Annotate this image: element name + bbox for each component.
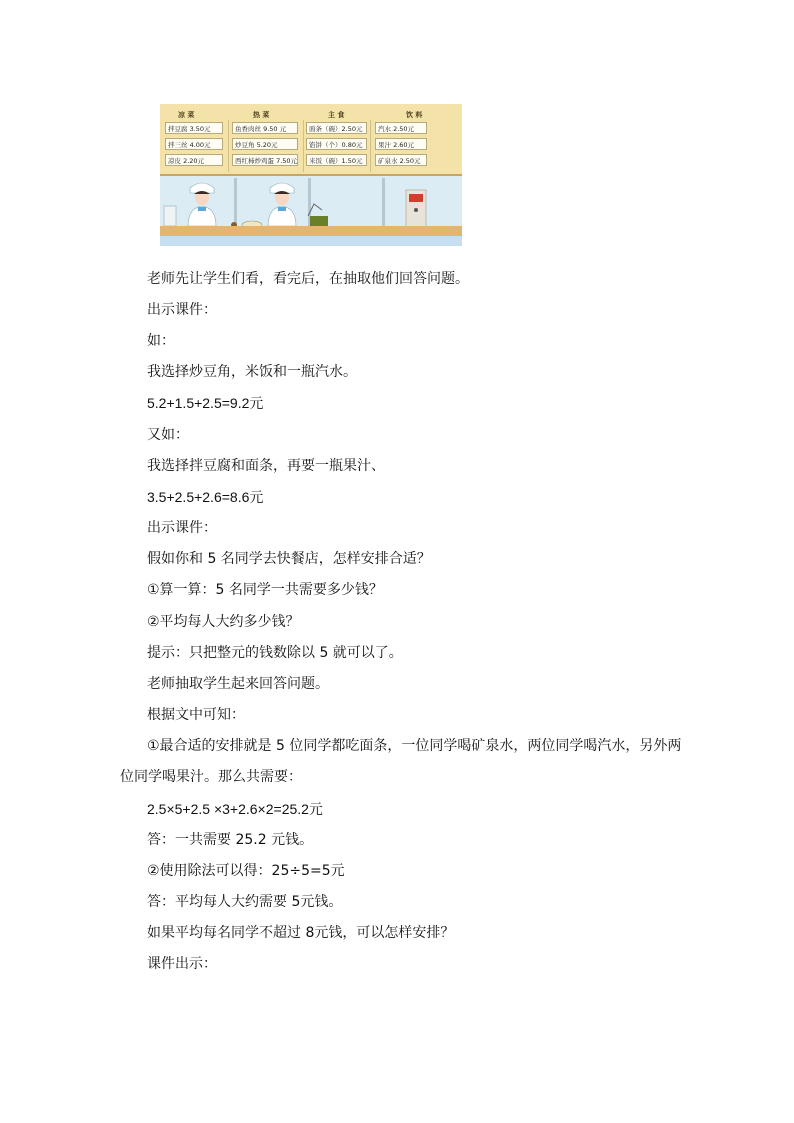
- plate-stack: [164, 206, 176, 226]
- paragraph: ②平均每人大约多少钱？: [147, 614, 300, 630]
- menu-item: 汽水 2.50元: [375, 122, 427, 134]
- menu-item: 果汁 2.60元: [375, 138, 427, 150]
- paragraph: 老师先让学生们看，看完后，在抽取他们回答问题。: [147, 271, 469, 287]
- counter-front: [160, 236, 462, 246]
- paragraph: 如：: [147, 333, 175, 349]
- paragraph: ①算一算：5 名同学一共需要多少钱？: [147, 582, 383, 598]
- paragraph: ②使用除法可以得：25÷5=5元: [147, 863, 345, 879]
- menu-item: 拌豆腐 3.50元: [165, 122, 223, 134]
- menu-item: 拌三丝 4.00元: [165, 138, 223, 150]
- equation: 2.5×5+2.5 ×3+2.6×2=25.2元: [147, 801, 323, 817]
- scale: [308, 204, 322, 216]
- menu-item: 鱼香肉丝 9.50 元: [232, 122, 298, 134]
- staff-figure: [268, 183, 296, 226]
- menu-divider: [228, 120, 229, 172]
- paragraph: 假如你和 5 名同学去快餐店，怎样安排合适？: [147, 551, 431, 567]
- menu-divider: [370, 120, 371, 172]
- menu-item: 凉皮 2.20元: [165, 154, 223, 166]
- category-label: 饮 料: [406, 111, 423, 119]
- paragraph: 我选择炒豆角，米饭和一瓶汽水。: [147, 364, 357, 380]
- category-label: 凉 菜: [178, 111, 195, 119]
- menu-divider: [303, 120, 304, 172]
- paragraph: 我选择拌豆腐和面条，再要一瓶果汁、: [147, 458, 385, 474]
- paragraph: 又如：: [147, 427, 189, 443]
- category-label: 主 食: [328, 111, 345, 119]
- menu-item: 矿泉水 2.50元: [375, 154, 427, 166]
- counter-top: [160, 226, 462, 236]
- paragraph: 答：平均每人大约需要 5元钱。: [147, 894, 343, 910]
- menu-item: 米饭（碗）1.50元: [306, 154, 367, 166]
- paragraph: 出示课件：: [147, 520, 217, 536]
- food-tray: [310, 216, 328, 226]
- equation: 3.5+2.5+2.6=8.6元: [147, 489, 264, 505]
- paragraph: 位同学喝果汁。那么共需要：: [120, 769, 302, 785]
- paragraph: 答：一共需要 25.2 元钱。: [147, 832, 314, 848]
- paragraph: 提示：只把整元的钱数除以 5 就可以了。: [147, 645, 403, 661]
- category-label: 热 菜: [253, 111, 270, 119]
- equation: 5.2+1.5+2.5=9.2元: [147, 395, 264, 411]
- paragraph: 出示课件：: [147, 302, 217, 318]
- paragraph: 如果平均每名同学不超过 8元钱，可以怎样安排？: [147, 925, 455, 941]
- paragraph: 根据文中可知：: [147, 707, 245, 723]
- drink-machine: [406, 190, 426, 228]
- menu-item: 炒豆角 5.20元: [232, 138, 298, 150]
- menu-item: 西红柿炒鸡蛋 7.50元: [232, 154, 298, 166]
- menu-item: 馅饼（个）0.80元: [306, 138, 367, 150]
- paragraph: 老师抽取学生起来回答问题。: [147, 676, 329, 692]
- menu-item: 面条（碗）2.50元: [306, 122, 367, 134]
- fast-food-menu-illustration: [160, 104, 462, 246]
- menu-category-header: [160, 110, 462, 122]
- paragraph: 课件出示：: [147, 956, 217, 972]
- staff-figure: [188, 183, 216, 226]
- paragraph: ①最合适的安排就是 5 位同学都吃面条，一位同学喝矿泉水，两位同学喝汽水，另外两: [147, 738, 682, 754]
